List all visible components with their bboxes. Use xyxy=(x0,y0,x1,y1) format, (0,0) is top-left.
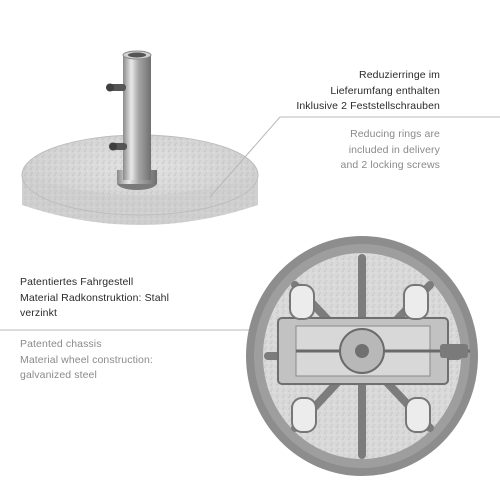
wheel-bottom-right xyxy=(406,398,430,432)
caption-line: Patented chassis xyxy=(20,338,102,350)
wheel-chassis xyxy=(278,318,470,384)
caption-line: Lieferumfang enthalten xyxy=(330,84,440,97)
bottom-caption-en xyxy=(20,337,250,384)
caption-line: Reducing rings are xyxy=(350,128,440,140)
caption-line: galvanized steel xyxy=(20,369,97,381)
caption-line: Material Radkonstruktion: Stahl xyxy=(20,291,170,304)
caption-line: Patentiertes Fahrgestell xyxy=(20,276,134,288)
top-caption-de xyxy=(278,68,440,115)
wheel-top-right xyxy=(404,285,428,319)
caption-line: Inklusive 2 Feststellschrauben xyxy=(296,100,440,112)
caption-line: and 2 locking screws xyxy=(340,159,440,171)
caption-line: included in delivery xyxy=(348,143,440,156)
wheel-top-left xyxy=(290,285,314,319)
top-caption-en xyxy=(300,127,440,174)
caption-line: Material wheel construction: xyxy=(20,353,153,366)
caption-line: verzinkt xyxy=(20,307,57,319)
bottom-caption-de xyxy=(20,275,250,322)
wheel-bottom-left xyxy=(292,398,316,432)
caption-line: Reduzierringe im xyxy=(359,69,440,81)
